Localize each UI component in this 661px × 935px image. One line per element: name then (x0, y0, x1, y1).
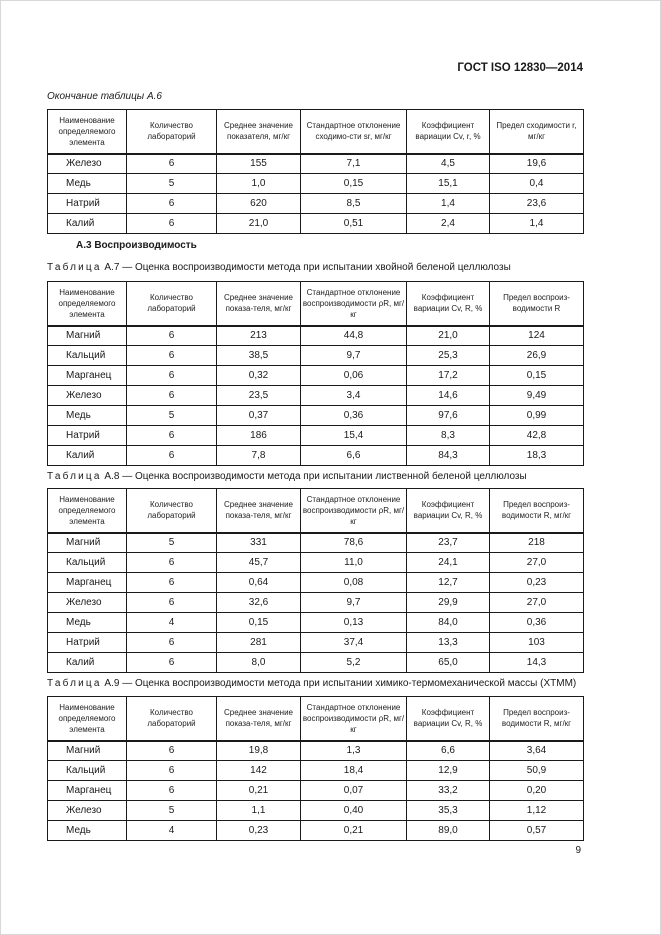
table-row (48, 653, 584, 673)
value-cell: 103 (490, 633, 584, 653)
value-cell: 6 (127, 386, 217, 406)
value-cell: 1,1 (217, 801, 301, 821)
value-cell: 155 (217, 154, 301, 174)
section-heading: А.3 Воспроизводимость (76, 240, 197, 251)
table-a6-caption: Окончание таблицы А.6 (47, 91, 162, 102)
table-row (48, 406, 584, 426)
value-cell: 4,5 (407, 154, 490, 174)
value-cell: 331 (217, 533, 301, 553)
element-name-cell: Марганец (48, 573, 127, 593)
value-cell: 26,9 (490, 346, 584, 366)
element-name-cell: Медь (48, 406, 127, 426)
value-cell: 8,5 (301, 194, 407, 214)
column-header: Среднее значение показа-теля, мг/кг (217, 697, 301, 741)
value-cell: 0,36 (301, 406, 407, 426)
value-cell: 6 (127, 741, 217, 761)
value-cell: 6 (127, 633, 217, 653)
column-header: Коэффициент вариации Cv, r, % (407, 110, 490, 154)
value-cell: 8,0 (217, 653, 301, 673)
value-cell: 6 (127, 593, 217, 613)
value-cell: 6 (127, 426, 217, 446)
value-cell: 15,4 (301, 426, 407, 446)
element-name-cell: Медь (48, 613, 127, 633)
table-header-row (48, 697, 584, 741)
value-cell: 11,0 (301, 553, 407, 573)
value-cell: 35,3 (407, 801, 490, 821)
page-number: 9 (575, 845, 581, 856)
value-cell: 0,37 (217, 406, 301, 426)
value-cell: 0,23 (490, 573, 584, 593)
column-header: Наименование определяемого элемента (48, 110, 127, 154)
element-name-cell: Калий (48, 653, 127, 673)
value-cell: 0,51 (301, 214, 407, 234)
table-row (48, 386, 584, 406)
column-header: Стандартное отклонение сходимо-сти sr, мг/кг (301, 110, 407, 154)
table-title-text: — Оценка воспроизводимости метода при испытании лиственной беленой целлюлозы (122, 471, 527, 482)
table-a9 (47, 696, 584, 841)
document-code: ГОСТ ISO 12830—2014 (457, 62, 583, 74)
value-cell: 19,6 (490, 154, 584, 174)
value-cell: 0,64 (217, 573, 301, 593)
value-cell: 6 (127, 214, 217, 234)
table-number: А.9 (104, 678, 120, 689)
element-name-cell: Магний (48, 326, 127, 346)
value-cell: 0,36 (490, 613, 584, 633)
value-cell: 12,7 (407, 573, 490, 593)
element-name-cell: Марганец (48, 781, 127, 801)
value-cell: 124 (490, 326, 584, 346)
table-header-row (48, 489, 584, 533)
table-row (48, 426, 584, 446)
value-cell: 0,07 (301, 781, 407, 801)
value-cell: 29,9 (407, 593, 490, 613)
value-cell: 1,3 (301, 741, 407, 761)
table-row (48, 613, 584, 633)
table-row (48, 801, 584, 821)
value-cell: 14,3 (490, 653, 584, 673)
value-cell: 7,8 (217, 446, 301, 466)
element-name-cell: Натрий (48, 194, 127, 214)
value-cell: 23,7 (407, 533, 490, 553)
value-cell: 1,12 (490, 801, 584, 821)
column-header: Предел воспроиз-водимости R, мг/кг (490, 697, 584, 741)
value-cell: 5,2 (301, 653, 407, 673)
table-header-row (48, 110, 584, 154)
column-header: Количество лабораторий (127, 282, 217, 326)
table-row (48, 326, 584, 346)
column-header: Среднее значение показа-теля, мг/кг (217, 282, 301, 326)
table-a6 (47, 109, 584, 234)
value-cell: 213 (217, 326, 301, 346)
value-cell: 5 (127, 174, 217, 194)
value-cell: 6 (127, 366, 217, 386)
element-name-cell: Железо (48, 386, 127, 406)
value-cell: 3,4 (301, 386, 407, 406)
value-cell: 186 (217, 426, 301, 446)
value-cell: 9,7 (301, 346, 407, 366)
value-cell: 6 (127, 761, 217, 781)
value-cell: 9,49 (490, 386, 584, 406)
value-cell: 33,2 (407, 781, 490, 801)
column-header: Предел воспроиз-водимости R (490, 282, 584, 326)
value-cell: 37,4 (301, 633, 407, 653)
table-row (48, 553, 584, 573)
value-cell: 42,8 (490, 426, 584, 446)
column-header: Коэффициент вариации Cv, R, % (407, 697, 490, 741)
table-label: Таблица (47, 678, 102, 689)
column-header: Предел воспроиз-водимости R, мг/кг (490, 489, 584, 533)
table-row (48, 214, 584, 234)
value-cell: 84,0 (407, 613, 490, 633)
table-a8 (47, 488, 584, 673)
element-name-cell: Медь (48, 821, 127, 841)
column-header: Стандартное отклонение воспроизводимости ρR, мг/кг (301, 489, 407, 533)
value-cell: 620 (217, 194, 301, 214)
column-header: Наименование определяемого элемента (48, 282, 127, 326)
table-row (48, 194, 584, 214)
table-row (48, 446, 584, 466)
value-cell: 0,08 (301, 573, 407, 593)
value-cell: 0,20 (490, 781, 584, 801)
value-cell: 18,4 (301, 761, 407, 781)
value-cell: 0,21 (217, 781, 301, 801)
element-name-cell: Магний (48, 533, 127, 553)
value-cell: 6 (127, 326, 217, 346)
value-cell: 19,8 (217, 741, 301, 761)
value-cell: 45,7 (217, 553, 301, 573)
element-name-cell: Калий (48, 214, 127, 234)
value-cell: 6 (127, 446, 217, 466)
value-cell: 84,3 (407, 446, 490, 466)
value-cell: 14,6 (407, 386, 490, 406)
value-cell: 0,21 (301, 821, 407, 841)
table-row (48, 821, 584, 841)
element-name-cell: Медь (48, 174, 127, 194)
element-name-cell: Натрий (48, 426, 127, 446)
value-cell: 18,3 (490, 446, 584, 466)
element-name-cell: Кальций (48, 553, 127, 573)
table-row (48, 154, 584, 174)
element-name-cell: Кальций (48, 761, 127, 781)
element-name-cell: Кальций (48, 346, 127, 366)
value-cell: 4 (127, 613, 217, 633)
value-cell: 0,13 (301, 613, 407, 633)
table-label: Таблица (47, 262, 102, 273)
column-header: Стандартное отклонение воспроизводимости ρR, мг/кг (301, 282, 407, 326)
value-cell: 50,9 (490, 761, 584, 781)
table-row (48, 174, 584, 194)
value-cell: 6 (127, 553, 217, 573)
value-cell: 21,0 (407, 326, 490, 346)
value-cell: 6,6 (407, 741, 490, 761)
element-name-cell: Марганец (48, 366, 127, 386)
element-name-cell: Железо (48, 154, 127, 174)
value-cell: 6 (127, 573, 217, 593)
column-header: Количество лабораторий (127, 489, 217, 533)
value-cell: 9,7 (301, 593, 407, 613)
column-header: Количество лабораторий (127, 110, 217, 154)
element-name-cell: Железо (48, 801, 127, 821)
value-cell: 23,6 (490, 194, 584, 214)
column-header: Среднее значение показа-теля, мг/кг (217, 489, 301, 533)
value-cell: 12,9 (407, 761, 490, 781)
value-cell: 0,40 (301, 801, 407, 821)
column-header: Стандартное отклонение воспроизводимости ρR, мг/кг (301, 697, 407, 741)
column-header: Среднее значение показателя, мг/кг (217, 110, 301, 154)
value-cell: 32,6 (217, 593, 301, 613)
value-cell: 0,15 (490, 366, 584, 386)
table-a9-title (47, 678, 576, 689)
table-row (48, 533, 584, 553)
table-a8-title (47, 471, 527, 482)
value-cell: 5 (127, 533, 217, 553)
value-cell: 44,8 (301, 326, 407, 346)
value-cell: 5 (127, 406, 217, 426)
table-title-text: — Оценка воспроизводимости метода при испытании химико-термомеханической массы (ХТММ) (122, 678, 577, 689)
table-row (48, 366, 584, 386)
value-cell: 6,6 (301, 446, 407, 466)
table-row (48, 633, 584, 653)
value-cell: 0,4 (490, 174, 584, 194)
table-row (48, 741, 584, 761)
value-cell: 1,0 (217, 174, 301, 194)
value-cell: 6 (127, 346, 217, 366)
value-cell: 6 (127, 154, 217, 174)
table-a7-title (47, 262, 511, 273)
column-header: Предел сходимости r, мг/кг (490, 110, 584, 154)
table-row (48, 573, 584, 593)
value-cell: 0,32 (217, 366, 301, 386)
table-header-row (48, 282, 584, 326)
value-cell: 0,99 (490, 406, 584, 426)
table-label: Таблица (47, 471, 102, 482)
table-row (48, 761, 584, 781)
table-a7 (47, 281, 584, 466)
element-name-cell: Железо (48, 593, 127, 613)
value-cell: 1,4 (407, 194, 490, 214)
column-header: Наименование определяемого элемента (48, 489, 127, 533)
table-row (48, 781, 584, 801)
value-cell: 17,2 (407, 366, 490, 386)
value-cell: 65,0 (407, 653, 490, 673)
table-row (48, 346, 584, 366)
value-cell: 8,3 (407, 426, 490, 446)
value-cell: 21,0 (217, 214, 301, 234)
value-cell: 0,23 (217, 821, 301, 841)
value-cell: 5 (127, 801, 217, 821)
value-cell: 38,5 (217, 346, 301, 366)
table-title-text: — Оценка воспроизводимости метода при испытании хвойной беленой целлюлозы (122, 262, 511, 273)
value-cell: 6 (127, 653, 217, 673)
value-cell: 27,0 (490, 553, 584, 573)
element-name-cell: Магний (48, 741, 127, 761)
value-cell: 24,1 (407, 553, 490, 573)
table-number: А.8 (104, 471, 120, 482)
element-name-cell: Натрий (48, 633, 127, 653)
value-cell: 281 (217, 633, 301, 653)
value-cell: 142 (217, 761, 301, 781)
value-cell: 25,3 (407, 346, 490, 366)
value-cell: 78,6 (301, 533, 407, 553)
table-number: А.7 (104, 262, 120, 273)
value-cell: 13,3 (407, 633, 490, 653)
value-cell: 7,1 (301, 154, 407, 174)
column-header: Коэффициент вариации Cv, R, % (407, 489, 490, 533)
element-name-cell: Калий (48, 446, 127, 466)
column-header: Коэффициент вариации Cv, R, % (407, 282, 490, 326)
value-cell: 97,6 (407, 406, 490, 426)
value-cell: 6 (127, 194, 217, 214)
value-cell: 89,0 (407, 821, 490, 841)
value-cell: 218 (490, 533, 584, 553)
value-cell: 1,4 (490, 214, 584, 234)
value-cell: 4 (127, 821, 217, 841)
value-cell: 0,57 (490, 821, 584, 841)
table-row (48, 593, 584, 613)
value-cell: 6 (127, 781, 217, 801)
column-header: Количество лабораторий (127, 697, 217, 741)
value-cell: 23,5 (217, 386, 301, 406)
value-cell: 15,1 (407, 174, 490, 194)
value-cell: 3,64 (490, 741, 584, 761)
value-cell: 27,0 (490, 593, 584, 613)
value-cell: 0,15 (301, 174, 407, 194)
value-cell: 0,06 (301, 366, 407, 386)
value-cell: 0,15 (217, 613, 301, 633)
column-header: Наименование определяемого элемента (48, 697, 127, 741)
value-cell: 2,4 (407, 214, 490, 234)
